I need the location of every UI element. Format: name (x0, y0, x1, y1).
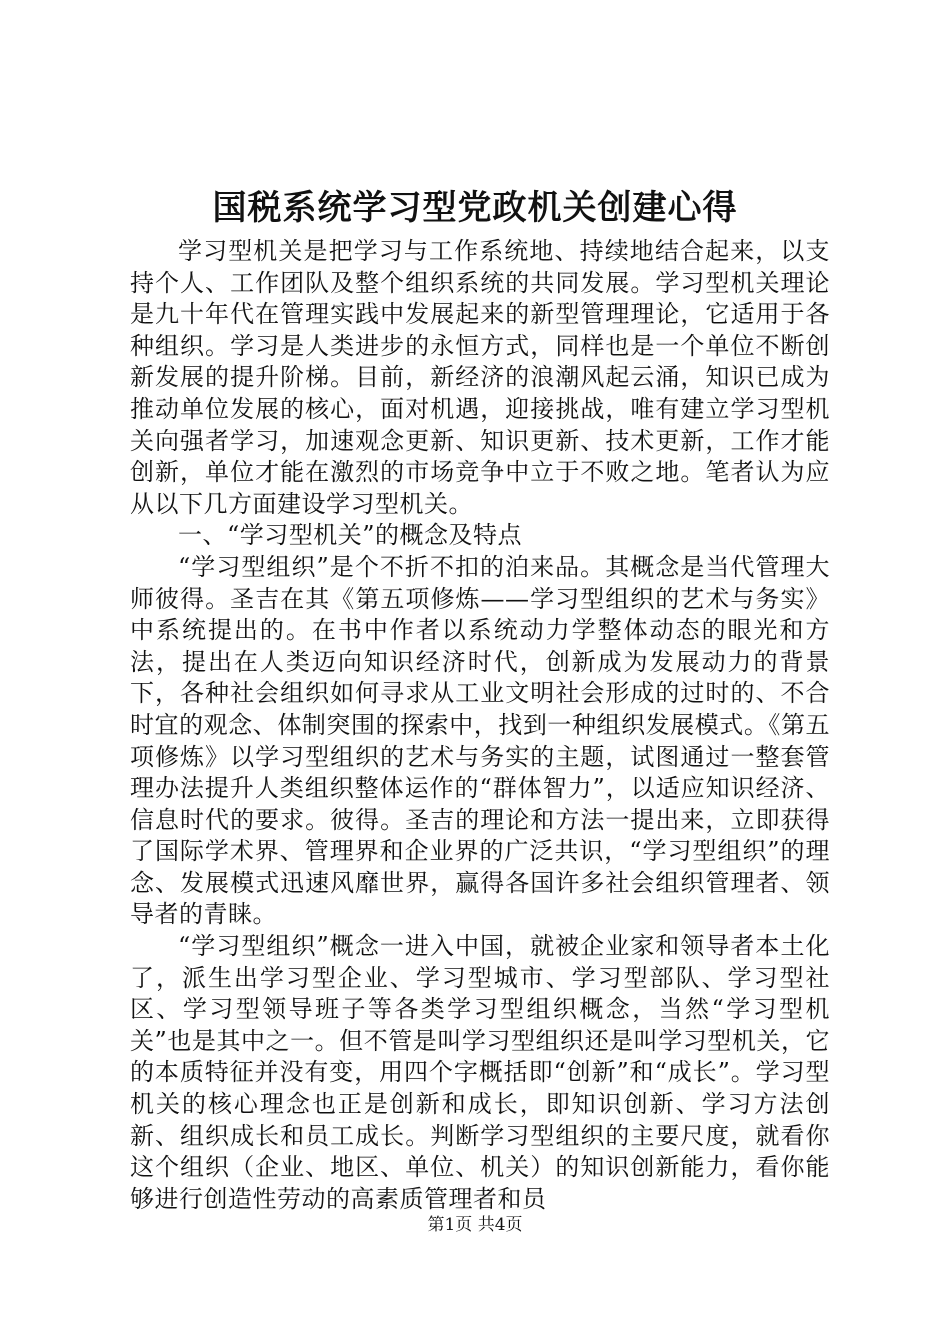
document-title: 国税系统学习型党政机关创建心得 (212, 188, 738, 228)
page-number-footer: 第1页 共4页 (427, 1215, 523, 1235)
paragraph-intro: 学习型机关是把学习与工作系统地、持续地结合起来，以支持个人、工作团队及整个组织系统的共同发展。学习型机关理论是九十年代在管理实践中发展起来的新型管理理论，它适用于各种组织。学习是人类进步的永恒方式，同样也是一个单位不断创新发展的提升阶梯。目前，新经济的浪潮风起云涌，知识已成为推动单位发展的核心，面对机遇，迎接挑战，唯有建立学习型机关向强者学习，加速观念更新、知识更新、技术更新，工作才能创新，单位才能在激烈的市场竞争中立于不败之地。笔者认为应从以下几方面建设学习型机关。 (130, 237, 830, 518)
section-heading: 一、“学习型机关”的概念及特点 (178, 521, 523, 550)
paragraph-concept-origin: “学习型组织”是个不折不扣的泊来品。其概念是当代管理大师彼得。圣吉在其《第五项修炼——学习型组织的艺术与务实》中系统提出的。在书中作者以系统动力学整体动态的眼光和方法，提出在人类迈向知识经济时代，创新成为发展动力的背景下，各种社会组织如何寻求从工业文明社会形成的过时的、不合时宜的观念、体制突围的探索中，找到一种组织发展模式。《第五项修炼》以学习型组织的艺术与务实的主题，试图通过一整套管理办法提升人类组织整体运作的“群体智力”，以适应知识经济、信息时代的要求。彼得。圣吉的理论和方法一提出来，立即获得了国际学术界、管理界和企业界的广泛共识，“学习型组织”的理念、发展模式迅速风靡世界，赢得各国许多社会组织管理者、领导者的青睐。 (130, 552, 830, 929)
document-body (130, 236, 830, 1215)
paragraph-concept-china: “学习型组织”概念一进入中国，就被企业家和领导者本土化了，派生出学习型企业、学习型城市、学习型部队、学习型社区、学习型领导班子等各类学习型组织概念，当然“学习型机关”也是其中之一。但不管是叫学习型组织还是叫学习型机关，它的本质特征并没有变，用四个字概括即“创新”和“成长”。学习型机关的核心理念也正是创新和成长，即知识创新、学习方法创新、组织成长和员工成长。判断学习型组织的主要尺度，就看你这个组织（企业、地区、单位、机关）的知识创新能力，看你能够进行创造性劳动的高素质管理者和员 (130, 932, 830, 1213)
